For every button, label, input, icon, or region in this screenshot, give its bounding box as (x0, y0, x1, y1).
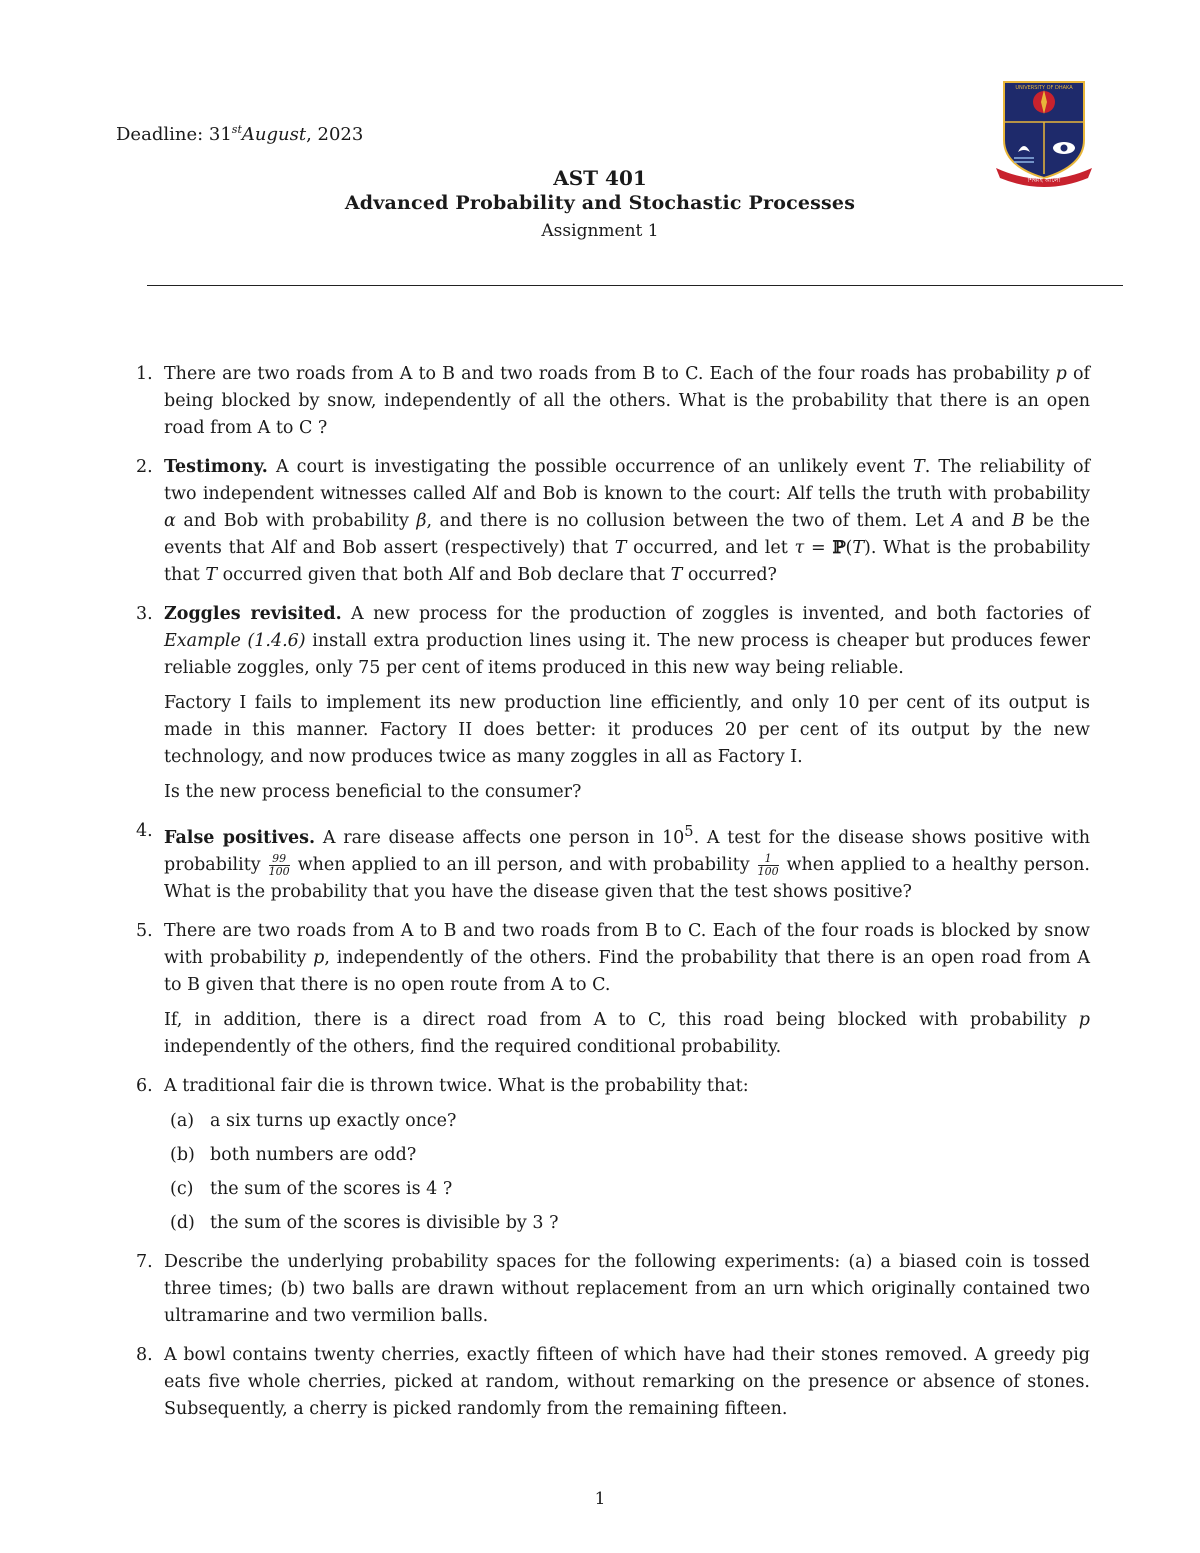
text-run: = (804, 538, 833, 558)
assignment-label: Assignment 1 (541, 221, 659, 241)
math-symbol: p (1078, 1009, 1090, 1030)
text-run: , independently of the others. Find the probability that there is an open road from A to B given that there is no open route from A to C. (164, 947, 1090, 995)
question-text (164, 361, 1090, 442)
question-number: 2. (136, 457, 153, 477)
question-text (164, 601, 1090, 682)
question-number: 8. (136, 1344, 153, 1365)
math-symbol: B (1011, 511, 1025, 531)
course-code: AST 401 (553, 166, 647, 190)
question-text: A traditional fair die is thrown twice. What is the probability that: (164, 1075, 749, 1096)
sub-question-list (164, 1108, 1090, 1237)
sub-question-b (164, 1142, 1090, 1169)
question-6 (124, 1073, 1090, 1237)
fraction-denominator: 100 (757, 864, 779, 878)
text-run: and Bob with probability (175, 511, 417, 531)
math-symbol: α (164, 511, 176, 531)
math-symbol: T (614, 538, 627, 558)
deadline (116, 116, 363, 148)
question-number: 6. (136, 1075, 153, 1096)
math-symbol: T (205, 565, 218, 585)
text-run: occurred given that both Alf and Bob declare that (217, 565, 671, 585)
math-symbol: A (951, 511, 965, 531)
question-5 (124, 918, 1090, 1061)
sub-question-label: (b) (170, 1144, 195, 1165)
question-1 (124, 361, 1090, 442)
question-number: 5. (136, 920, 153, 941)
text-run: If, in addition, there is a direct road from A to C, this road being blocked with probability (164, 1009, 1079, 1030)
question-8 (124, 1342, 1090, 1423)
text-run: when applied to a healthy person. What is the probability that you have the disease given that the test shows positive? (164, 854, 1090, 902)
question-paragraph (164, 1007, 1090, 1061)
text-run: There are two roads from A to B and two roads from B to C. Each of the four roads has probability (164, 364, 1056, 384)
sub-question-d (164, 1210, 1090, 1237)
question-7 (124, 1249, 1090, 1330)
fraction-numerator: 1 (758, 853, 779, 866)
deadline-year: , 2023 (306, 124, 364, 145)
text-run: independently of the others, find the required conditional probability. (164, 1036, 782, 1057)
question-heading: Testimony. (164, 457, 268, 477)
math-symbol: τ (794, 538, 805, 558)
text-run: A new process for the production of zoggles is invented, and both factories of (341, 604, 1090, 624)
question-number: 7. (136, 1251, 153, 1272)
sub-question-label: (d) (170, 1212, 195, 1233)
exponent: 5 (684, 823, 694, 840)
page-number: 1 (594, 1489, 606, 1509)
deadline-label: Deadline: 31 (116, 124, 232, 145)
text-run: occurred, and let (626, 538, 795, 558)
text-run: . The reliability of two independent witnesses called Alf and Bob is known to the court: Alf tells the truth with probability (164, 457, 1090, 504)
text-run: be the events that Alf and Bob assert (respectively) that (164, 511, 1090, 558)
fraction-denominator: 100 (268, 864, 290, 878)
sub-question-text: both numbers are odd? (210, 1144, 417, 1165)
question-text: Describe the underlying probability spaces for the following experiments: (a) a biased coin is tossed three times; (b) two balls are drawn without replacement from an urn which originally contained two ultramarine and two vermilion balls. (164, 1251, 1090, 1326)
sub-question-text: the sum of the scores is divisible by 3 ? (210, 1212, 559, 1233)
math-symbol: β (416, 511, 427, 531)
text-run: ( (845, 538, 853, 558)
question-text (164, 918, 1090, 999)
text-run: occurred? (682, 565, 777, 585)
text-run: when applied to an ill person, and with probability (291, 854, 756, 875)
question-paragraph: Is the new process beneficial to the consumer? (164, 782, 582, 802)
deadline-month: August (241, 124, 307, 145)
text-run: install extra production lines using it. The new process is cheaper but produces fewer reliable zoggles, only 75 per cent of items produced in this new way being reliable. (164, 631, 1090, 678)
crest-ribbon-text: শিক্ষাই আলো (1027, 177, 1061, 184)
question-heading: False positives. (164, 827, 316, 848)
header-divider (147, 285, 1123, 286)
math-symbol: T (913, 457, 925, 477)
sub-question-text: a six turns up exactly once? (210, 1110, 457, 1131)
text-run: ). What is the probability that (164, 538, 1090, 585)
example-reference: Example (1.4.6) (164, 631, 306, 651)
math-symbol: ℙ (832, 538, 846, 558)
math-symbol: T (852, 538, 865, 558)
question-text (164, 454, 1090, 589)
question-text: A bowl contains twenty cherries, exactly fifteen of which have had their stones removed. A greedy pig eats five whole cherries, picked at random, without remarking on the presence or absence of stones. Subsequently, a cherry is picked randomly from the remaining fifteen. (164, 1344, 1090, 1419)
question-3 (124, 601, 1090, 806)
text-run: . A test for the disease shows positive with probability (164, 827, 1090, 875)
text-run: A rare disease affects one person in 10 (315, 827, 685, 848)
math-symbol: p (1055, 364, 1067, 384)
fraction (269, 853, 290, 878)
math-symbol: T (670, 565, 683, 585)
text-run: , and there is no collusion between the two of them. Let (426, 511, 952, 531)
math-symbol: p (313, 947, 325, 968)
deadline-sup: st (231, 123, 242, 136)
question-number: 4. (136, 821, 153, 841)
question-text (164, 818, 1090, 906)
crest-top-text: UNIVERSITY OF DHAKA (1015, 85, 1073, 91)
sub-question-text: the sum of the scores is 4 ? (210, 1178, 453, 1199)
text-run: There are two roads from A to B and two roads from B to C. Each of the four roads is blocked by snow with probability (164, 920, 1090, 968)
question-list (124, 361, 1090, 1435)
sub-question-label: (a) (170, 1110, 195, 1131)
sub-question-a (164, 1108, 1090, 1135)
text-run: and (964, 511, 1012, 531)
text-run: of being blocked by snow, independently of all the others. What is the probability that there is an open road from A to C ? (164, 364, 1090, 438)
question-number: 1. (136, 364, 153, 384)
sub-question-label: (c) (170, 1178, 194, 1199)
question-number: 3. (136, 604, 153, 624)
question-4 (124, 818, 1090, 906)
sub-question-c (164, 1176, 1090, 1203)
question-paragraph: Factory I fails to implement its new production line efficiently, and only 10 per cent of its output is made in this manner. Factory II does better: it produces 20 per cent of its output by the new technology, and now produces twice as many zoggles in all as Factory I. (164, 693, 1090, 767)
question-heading: Zoggles revisited. (164, 604, 342, 624)
question-2 (124, 454, 1090, 589)
course-title: Advanced Probability and Stochastic Processes (344, 192, 856, 214)
fraction-numerator: 99 (269, 853, 290, 866)
fraction (758, 853, 779, 878)
text-run: A court is investigating the possible occurrence of an unlikely event (267, 457, 914, 477)
